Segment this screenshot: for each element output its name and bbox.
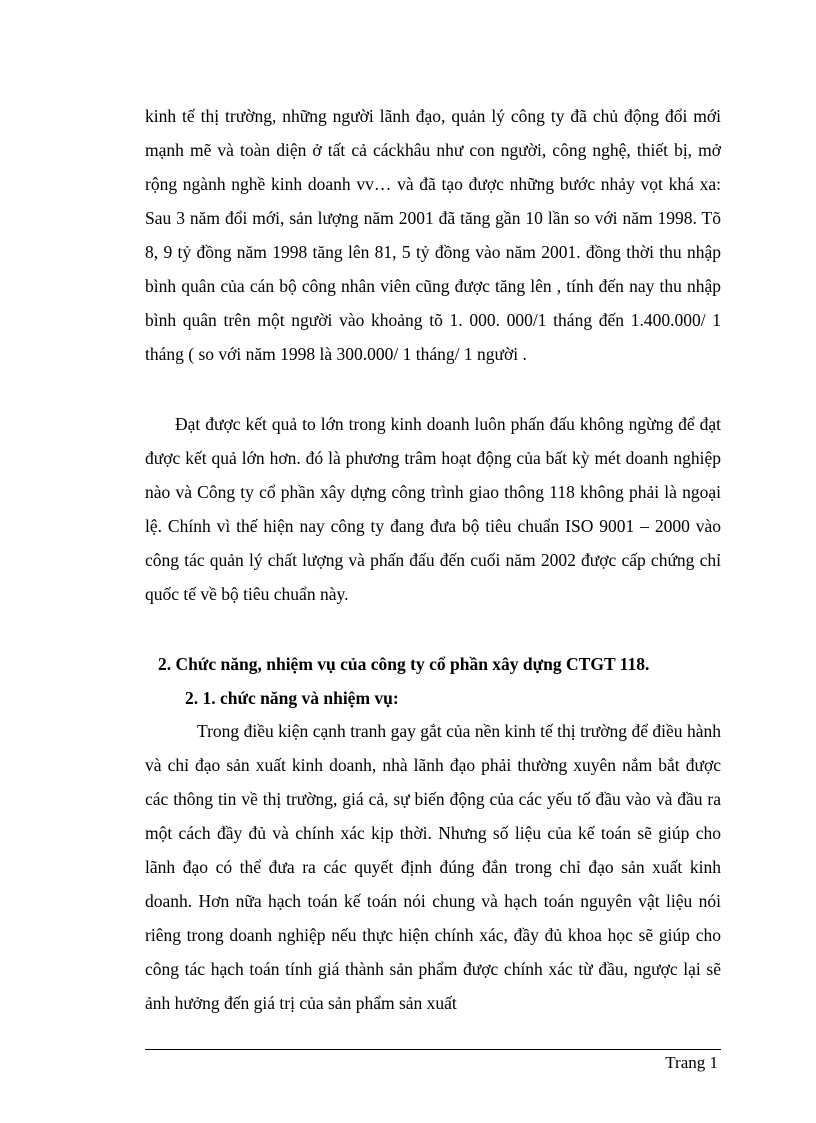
page-number: Trang 1 bbox=[665, 1053, 718, 1072]
body-paragraph-3: Trong điều kiện cạnh tranh gay gắt của nền kinh tế thị trường để điều hành và chỉ đạo sản xuất kinh doanh, nhà lãnh đạo phải thường xuyên nắm bắt được các thông tin về thị trường, giá cả, sự biến động của các yếu tố đầu vào và đầu ra một cách đầy đủ và chính xác kịp thời. Nhưng số liệu của kế toán sẽ giúp cho lãnh đạo có thể đưa ra các quyết định đúng đắn trong chỉ đạo sản xuất kinh doanh. Hơn nữa hạch toán kế toán nói chung và hạch toán nguyên vật liệu nói riêng trong doanh nghiệp nếu thực hiện chính xác, đầy đủ khoa học sẽ giúp cho công tác hạch toán tính giá thành sản phẩm được chính xác từ đầu, ngược lại sẽ ảnh hưởng đến giá trị của sản phẩm sản xuất bbox=[145, 721, 721, 1013]
document-page bbox=[145, 0, 721, 1123]
body-paragraph-1: kinh tế thị trường, những người lãnh đạo, quản lý công ty đã chủ động đổi mới mạnh mẽ và toàn diện ở tất cả cáckhâu như con người, công nghệ, thiết bị, mở rộng ngành nghề kinh doanh vv… và đã tạo được những bước nhảy vọt khá xa: Sau 3 năm đổi mới, sản lượng năm 2001 đã tăng gần 10 lần so với năm 1998. Tõ 8, 9 tỷ đồng năm 1998 tăng lên 81, 5 tỷ đồng vào năm 2001. đồng thời thu nhập bình quân của cán bộ công nhân viên cũng được tăng lên , tính đến nay thu nhập bình quân trên một người vào khoảng tõ 1. 000. 000/1 tháng đến 1.400.000/ 1 tháng ( so với năm 1998 là 300.000/ 1 tháng/ 1 người . bbox=[145, 106, 721, 364]
footer-divider bbox=[145, 1049, 721, 1050]
section-heading-2: 2. Chức năng, nhiệm vụ của công ty cổ phần xây dựng CTGT 118. bbox=[158, 654, 650, 674]
body-paragraph-2: Đạt được kết quả to lớn trong kinh doanh luôn phấn đấu không ngừng để đạt được kết quả lớn hơn. đó là phương trâm hoạt động của bất kỳ mét doanh nghiệp nào và Công ty cổ phần xây dựng công trình giao thông 118 không phải là ngoại lệ. Chính vì thế hiện nay công ty đang đưa bộ tiêu chuẩn ISO 9001 – 2000 vào công tác quản lý chất lượng và phấn đấu đến cuối năm 2002 được cấp chứng chỉ quốc tế về bộ tiêu chuẩn này. bbox=[145, 414, 721, 604]
subsection-heading-2-1: 2. 1. chức năng và nhiệm vụ: bbox=[185, 688, 399, 708]
